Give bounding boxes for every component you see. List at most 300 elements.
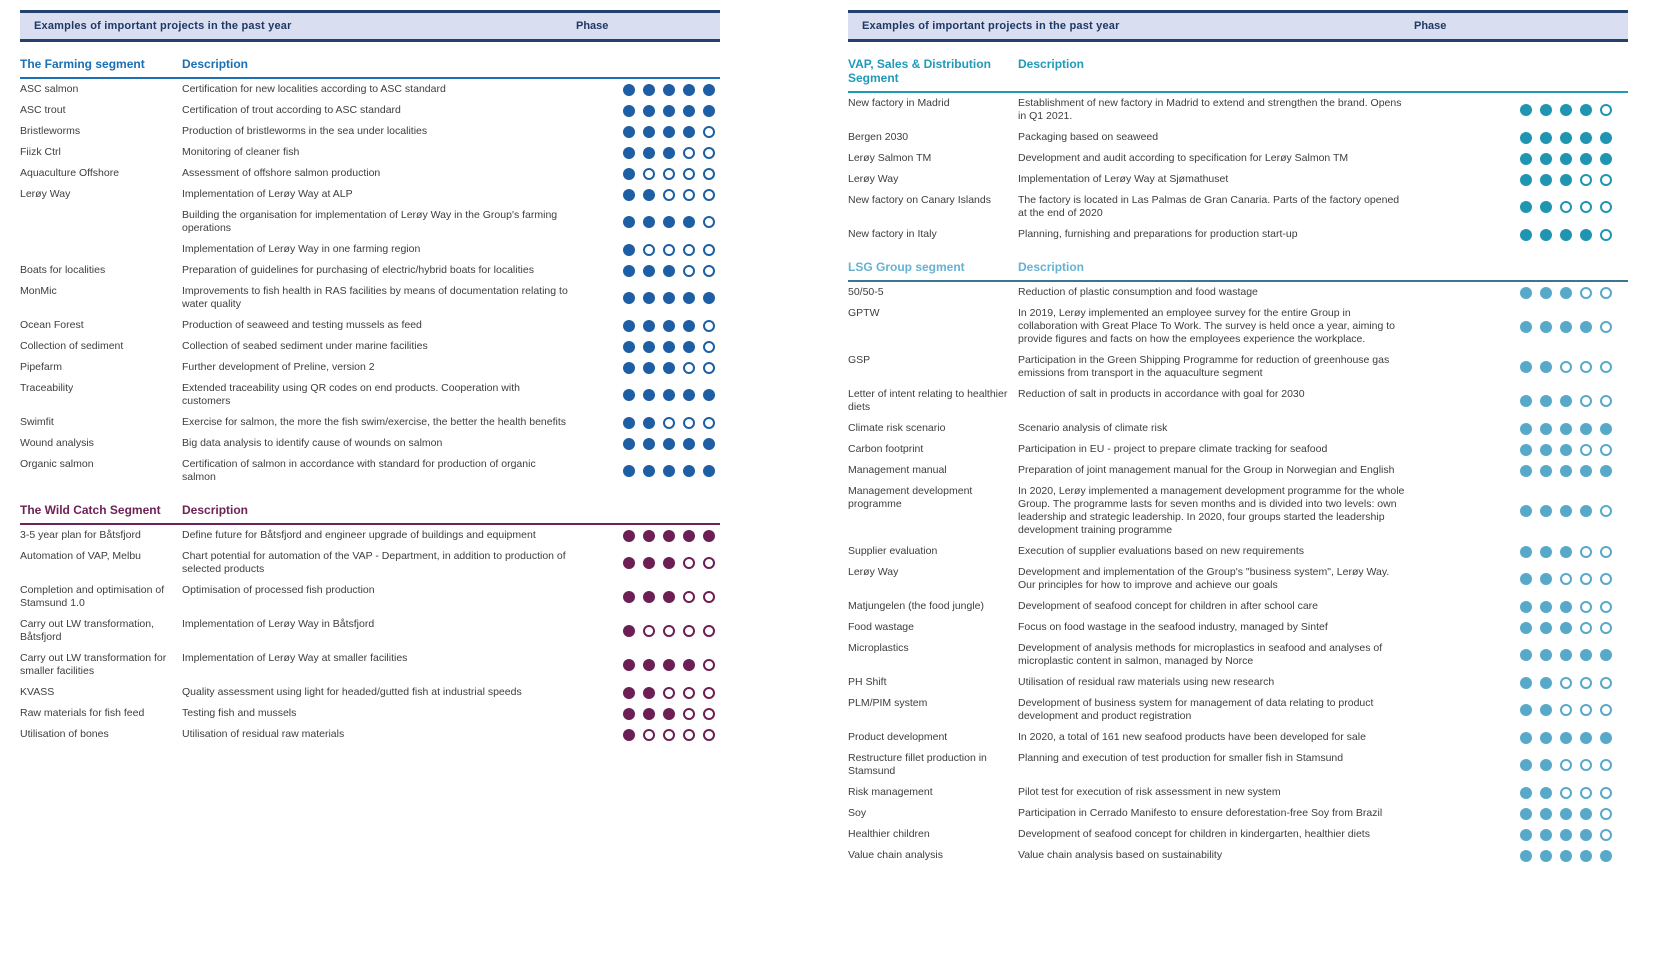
phase-dot-empty — [1600, 546, 1612, 558]
project-description-cell: Further development of Preline, version 2 — [182, 361, 375, 373]
project-row — [20, 79, 720, 100]
phase-dot-filled — [643, 659, 655, 671]
phase-dot-empty — [1600, 622, 1612, 634]
project-name-cell: Microplastics — [848, 642, 909, 654]
phase-dot-filled — [1520, 573, 1532, 585]
phase-dot-filled — [623, 341, 635, 353]
project-row — [848, 727, 1628, 748]
phase-indicator — [582, 216, 720, 228]
phase-dot-filled — [1520, 201, 1532, 213]
project-name-cell: Carbon footprint — [848, 443, 924, 455]
project-name-cell: GPTW — [848, 307, 880, 319]
phase-dot-filled — [623, 591, 635, 603]
phase-dot-filled — [663, 557, 675, 569]
description-column-label: Description — [1018, 57, 1085, 71]
phase-dot-filled — [1520, 787, 1532, 799]
phase-indicator — [582, 438, 720, 450]
phase-dot-filled — [1540, 287, 1552, 299]
project-row — [848, 303, 1628, 350]
phase-dot-filled — [623, 84, 635, 96]
phase-dot-filled — [1600, 465, 1612, 477]
project-name-cell: Food wastage — [848, 621, 914, 633]
phase-dot-filled — [1560, 546, 1572, 558]
project-row — [20, 682, 720, 703]
phase-dot-filled — [1580, 423, 1592, 435]
project-row — [848, 824, 1628, 845]
phase-dot-filled — [623, 438, 635, 450]
project-description-cell: Participation in the Green Shipping Programme for reduction of greenhouse gas emissions from transport in the aquaculture segment — [1018, 354, 1390, 379]
phase-dot-empty — [1580, 395, 1592, 407]
phase-dot-filled — [643, 292, 655, 304]
project-description-cell: Preparation of guidelines for purchasing of electric/hybrid boats for localities — [182, 264, 534, 276]
phase-dot-empty — [703, 625, 715, 637]
phase-dot-empty — [1580, 444, 1592, 456]
phase-dot-filled — [663, 320, 675, 332]
phase-dot-filled — [623, 265, 635, 277]
project-row — [20, 378, 720, 412]
project-row — [848, 672, 1628, 693]
phase-dot-filled — [1540, 601, 1552, 613]
phase-dot-filled — [1560, 808, 1572, 820]
project-row — [20, 142, 720, 163]
phase-dot-empty — [703, 687, 715, 699]
project-description-cell: Participation in Cerrado Manifesto to ensure deforestation-free Soy from Brazil — [1018, 807, 1383, 819]
phase-dot-empty — [703, 417, 715, 429]
project-description-cell: Participation in EU - project to prepare climate tracking for seafood — [1018, 443, 1328, 455]
phase-dot-filled — [663, 591, 675, 603]
phase-dot-filled — [1560, 505, 1572, 517]
phase-dot-filled — [1520, 287, 1532, 299]
phase-dot-empty — [1600, 787, 1612, 799]
project-name-cell: PH Shift — [848, 676, 887, 688]
project-name-cell: Management development programme — [848, 485, 973, 510]
phase-dot-filled — [623, 189, 635, 201]
phase-indicator — [582, 530, 720, 542]
project-description-cell: Preparation of joint management manual for the Group in Norwegian and English — [1018, 464, 1395, 476]
phase-indicator — [1423, 174, 1628, 186]
phase-indicator — [1423, 546, 1628, 558]
phase-indicator — [582, 362, 720, 374]
phase-dot-filled — [1560, 287, 1572, 299]
phase-dot-empty — [663, 244, 675, 256]
project-name-cell: Soy — [848, 807, 867, 819]
project-description-cell: Quality assessment using light for headed/gutted fish at industrial speeds — [182, 686, 522, 698]
phase-dot-filled — [1560, 829, 1572, 841]
phase-dot-filled — [663, 389, 675, 401]
phase-dot-filled — [663, 216, 675, 228]
project-name-cell: Restructure fillet production in Stamsund — [848, 752, 987, 777]
phase-dot-empty — [1600, 287, 1612, 299]
phase-dot-filled — [1520, 444, 1532, 456]
phase-dot-empty — [663, 168, 675, 180]
phase-dot-filled — [1560, 174, 1572, 186]
phase-dot-filled — [1580, 465, 1592, 477]
phase-dot-filled — [1520, 808, 1532, 820]
project-description-cell: Scenario analysis of climate risk — [1018, 422, 1168, 434]
project-name-cell: Value chain analysis — [848, 849, 943, 861]
phase-indicator — [1423, 229, 1628, 241]
project-name-cell: KVASS — [20, 686, 55, 698]
phase-dot-empty — [1580, 361, 1592, 373]
project-row — [848, 190, 1628, 224]
phase-dot-empty — [1580, 601, 1592, 613]
phase-dot-empty — [1580, 174, 1592, 186]
project-description-cell: Production of bristleworms in the sea under localities — [182, 125, 428, 137]
project-name-cell: Swimfit — [20, 416, 54, 428]
phase-dot-filled — [703, 530, 715, 542]
phase-dot-empty — [703, 126, 715, 138]
phase-dot-empty — [1600, 201, 1612, 213]
phase-dot-filled — [1560, 444, 1572, 456]
phase-dot-empty — [1600, 808, 1612, 820]
phase-dot-empty — [1600, 444, 1612, 456]
phase-dot-filled — [1520, 677, 1532, 689]
phase-dot-empty — [703, 320, 715, 332]
project-row — [848, 127, 1628, 148]
project-description-cell: Execution of supplier evaluations based on new requirements — [1018, 545, 1305, 557]
phase-indicator — [1423, 829, 1628, 841]
phase-dot-filled — [703, 465, 715, 477]
phase-dot-filled — [1540, 132, 1552, 144]
project-name-cell: Bristleworms — [20, 125, 81, 137]
phase-dot-filled — [683, 530, 695, 542]
phase-dot-empty — [683, 625, 695, 637]
phase-dot-filled — [1540, 808, 1552, 820]
phase-dot-filled — [1540, 104, 1552, 116]
phase-dot-empty — [1600, 395, 1612, 407]
project-row — [20, 163, 720, 184]
phase-dot-empty — [683, 265, 695, 277]
project-row — [20, 121, 720, 142]
project-name-cell: MonMic — [20, 285, 57, 297]
phase-indicator — [1423, 423, 1628, 435]
project-row — [20, 315, 720, 336]
project-name-cell — [20, 243, 182, 256]
phase-indicator — [582, 625, 720, 637]
project-name-cell: New factory in Italy — [848, 228, 937, 240]
project-row — [20, 724, 720, 745]
phase-dot-empty — [643, 168, 655, 180]
phase-dot-filled — [1540, 229, 1552, 241]
phase-dot-empty — [1600, 361, 1612, 373]
project-row — [20, 205, 720, 239]
phase-dot-empty — [1580, 287, 1592, 299]
phase-indicator — [1423, 132, 1628, 144]
phase-dot-empty — [1580, 573, 1592, 585]
project-row — [848, 782, 1628, 803]
project-description-cell: Value chain analysis based on sustainability — [1018, 849, 1223, 861]
phase-dot-filled — [663, 265, 675, 277]
phase-dot-empty — [1560, 759, 1572, 771]
project-description-cell: Optimisation of processed fish production — [182, 584, 375, 596]
project-description-cell: Planning and execution of test production for smaller fish in Stamsund — [1018, 752, 1344, 764]
phase-dot-empty — [703, 591, 715, 603]
phase-dot-filled — [623, 708, 635, 720]
phase-indicator — [582, 265, 720, 277]
phase-dot-filled — [643, 591, 655, 603]
phase-indicator — [1423, 153, 1628, 165]
description-column-label: Description — [1018, 260, 1085, 274]
project-row — [20, 454, 720, 488]
phase-dot-filled — [1540, 423, 1552, 435]
phase-dot-empty — [1560, 201, 1572, 213]
description-column-label: Description — [182, 57, 249, 71]
phase-indicator — [582, 189, 720, 201]
phase-dot-empty — [703, 168, 715, 180]
phase-dot-empty — [1600, 677, 1612, 689]
project-name-cell: 50/50-5 — [848, 286, 884, 298]
segment-section — [848, 257, 1628, 866]
phase-indicator — [582, 659, 720, 671]
phase-dot-empty — [703, 341, 715, 353]
phase-dot-empty — [683, 687, 695, 699]
phase-dot-filled — [1520, 153, 1532, 165]
project-row — [20, 412, 720, 433]
phase-dot-filled — [703, 389, 715, 401]
phase-dot-filled — [623, 244, 635, 256]
phase-dot-filled — [1520, 704, 1532, 716]
phase-dot-filled — [1540, 321, 1552, 333]
projects-table-right — [848, 10, 1628, 866]
phase-indicator — [582, 320, 720, 332]
phase-indicator — [582, 292, 720, 304]
phase-dot-filled — [1540, 649, 1552, 661]
phase-dot-empty — [703, 244, 715, 256]
phase-dot-filled — [1540, 465, 1552, 477]
section-title: VAP, Sales & Distribution Segment — [848, 57, 991, 85]
project-name-cell: Matjungelen (the food jungle) — [848, 600, 985, 612]
phase-dot-filled — [703, 438, 715, 450]
phase-dot-filled — [643, 530, 655, 542]
phase-dot-empty — [1560, 361, 1572, 373]
phase-dot-filled — [623, 465, 635, 477]
phase-dot-empty — [683, 557, 695, 569]
project-description-cell: Monitoring of cleaner fish — [182, 146, 300, 158]
phase-dot-filled — [1540, 677, 1552, 689]
phase-dot-filled — [1540, 546, 1552, 558]
project-description-cell: Improvements to fish health in RAS facilities by means of documentation relating to water quality — [182, 285, 568, 310]
phase-dot-filled — [1520, 759, 1532, 771]
phase-dot-empty — [663, 189, 675, 201]
phase-dot-filled — [683, 292, 695, 304]
phase-dot-filled — [1560, 423, 1572, 435]
phase-dot-filled — [1560, 132, 1572, 144]
phase-dot-empty — [1580, 787, 1592, 799]
phase-dot-filled — [643, 84, 655, 96]
project-description-cell: Reduction of plastic consumption and food wastage — [1018, 286, 1258, 298]
phase-dot-filled — [1520, 732, 1532, 744]
project-row — [20, 336, 720, 357]
phase-dot-filled — [1580, 808, 1592, 820]
project-row — [848, 350, 1628, 384]
project-description-cell: Certification of trout according to ASC standard — [182, 104, 401, 116]
phase-dot-filled — [1600, 153, 1612, 165]
phase-dot-filled — [663, 708, 675, 720]
project-name-cell: Organic salmon — [20, 458, 94, 470]
phase-dot-filled — [623, 147, 635, 159]
phase-dot-filled — [643, 465, 655, 477]
phase-dot-empty — [683, 591, 695, 603]
project-row — [20, 260, 720, 281]
phase-dot-filled — [623, 417, 635, 429]
phase-indicator — [582, 687, 720, 699]
phase-dot-filled — [1520, 546, 1532, 558]
phase-dot-filled — [663, 465, 675, 477]
phase-dot-empty — [683, 168, 695, 180]
phase-dot-empty — [1560, 677, 1572, 689]
phase-dot-filled — [703, 105, 715, 117]
project-description-cell: Reduction of salt in products in accordance with goal for 2030 — [1018, 388, 1305, 400]
phase-dot-filled — [1520, 505, 1532, 517]
project-row — [20, 100, 720, 121]
project-name-cell: Automation of VAP, Melbu — [20, 550, 142, 562]
project-name-cell: Wound analysis — [20, 437, 94, 449]
phase-dot-filled — [1600, 649, 1612, 661]
phase-dot-filled — [643, 189, 655, 201]
phase-dot-filled — [643, 557, 655, 569]
phase-dot-filled — [1600, 850, 1612, 862]
project-row — [848, 460, 1628, 481]
project-row — [848, 748, 1628, 782]
phase-dot-filled — [1580, 321, 1592, 333]
phase-indicator — [1423, 601, 1628, 613]
project-row — [848, 169, 1628, 190]
table-header — [20, 10, 720, 42]
phase-dot-empty — [643, 729, 655, 741]
project-description-cell: Development of seafood concept for children in kindergarten, healthier diets — [1018, 828, 1370, 840]
phase-dot-filled — [1560, 104, 1572, 116]
phase-dot-filled — [683, 320, 695, 332]
section-header — [20, 500, 720, 525]
project-description-cell: Development of business system for management of data relating to product development and product registration — [1018, 697, 1374, 722]
phase-dot-empty — [1600, 573, 1612, 585]
phase-dot-filled — [1520, 850, 1532, 862]
phase-indicator — [1423, 465, 1628, 477]
phase-indicator — [582, 168, 720, 180]
phase-indicator — [1423, 622, 1628, 634]
project-name-cell: Collection of sediment — [20, 340, 124, 352]
project-description-cell: Collection of seabed sediment under marine facilities — [182, 340, 428, 352]
phase-dot-filled — [643, 687, 655, 699]
project-row — [848, 384, 1628, 418]
phase-indicator — [582, 105, 720, 117]
project-description-cell: Development and implementation of the Group's "business system", Lerøy Way. Our principles for how to improve and achieve our goals — [1018, 566, 1390, 591]
phase-dot-empty — [683, 147, 695, 159]
phase-dot-empty — [683, 244, 695, 256]
phase-indicator — [1423, 850, 1628, 862]
phase-dot-filled — [1560, 395, 1572, 407]
phase-dot-empty — [1580, 704, 1592, 716]
phase-indicator — [1423, 444, 1628, 456]
phase-indicator — [1423, 704, 1628, 716]
phase-dot-filled — [663, 292, 675, 304]
phase-indicator — [1423, 759, 1628, 771]
phase-dot-filled — [683, 465, 695, 477]
phase-indicator — [582, 126, 720, 138]
phase-column-label: Phase — [576, 20, 609, 32]
phase-dot-empty — [703, 557, 715, 569]
phase-dot-filled — [1520, 829, 1532, 841]
project-description-cell: Focus on food wastage in the seafood industry, managed by Sintef — [1018, 621, 1328, 633]
phase-dot-filled — [643, 362, 655, 374]
phase-indicator — [582, 591, 720, 603]
phase-indicator — [1423, 505, 1628, 517]
phase-dot-filled — [623, 389, 635, 401]
phase-dot-empty — [1560, 573, 1572, 585]
phase-dot-filled — [1520, 229, 1532, 241]
phase-dot-filled — [663, 341, 675, 353]
phase-dot-filled — [623, 126, 635, 138]
phase-dot-filled — [1540, 622, 1552, 634]
phase-dot-filled — [663, 659, 675, 671]
phase-dot-filled — [1540, 153, 1552, 165]
phase-indicator — [1423, 732, 1628, 744]
phase-dot-empty — [683, 189, 695, 201]
phase-indicator — [582, 389, 720, 401]
phase-dot-filled — [1560, 601, 1572, 613]
phase-dot-filled — [643, 417, 655, 429]
project-name-cell: ASC salmon — [20, 83, 79, 95]
phase-dot-filled — [663, 147, 675, 159]
phase-dot-filled — [1520, 601, 1532, 613]
phase-dot-filled — [1540, 759, 1552, 771]
phase-dot-filled — [623, 292, 635, 304]
project-row — [20, 433, 720, 454]
phase-dot-filled — [643, 105, 655, 117]
project-row — [20, 525, 720, 546]
project-row — [848, 481, 1628, 541]
phase-indicator — [582, 417, 720, 429]
project-description-cell: Certification of salmon in accordance with standard for production of organic salmon — [182, 458, 536, 483]
phase-dot-filled — [1540, 573, 1552, 585]
project-row — [848, 596, 1628, 617]
phase-dot-empty — [1600, 601, 1612, 613]
table-header — [848, 10, 1628, 42]
project-name-cell: Raw materials for fish feed — [20, 707, 145, 719]
project-description-cell: Development of analysis methods for microplastics in seafood and analyses of microplastic content in salmon, managed by Norce — [1018, 642, 1383, 667]
table-title: Examples of important projects in the past year — [34, 20, 292, 32]
phase-dot-empty — [1600, 321, 1612, 333]
project-name-cell — [20, 209, 182, 235]
project-name-cell: Climate risk scenario — [848, 422, 946, 434]
phase-dot-filled — [623, 168, 635, 180]
phase-dot-filled — [663, 84, 675, 96]
phase-dot-filled — [1520, 622, 1532, 634]
phase-dot-filled — [1560, 732, 1572, 744]
phase-dot-filled — [623, 530, 635, 542]
project-name-cell: Lerøy Way — [20, 188, 71, 200]
phase-dot-empty — [643, 244, 655, 256]
project-row — [20, 357, 720, 378]
phase-dot-filled — [623, 557, 635, 569]
phase-dot-empty — [643, 625, 655, 637]
phase-dot-filled — [1540, 732, 1552, 744]
project-row — [20, 580, 720, 614]
phase-dot-filled — [623, 320, 635, 332]
phase-dot-empty — [1580, 201, 1592, 213]
project-name-cell: Traceability — [20, 382, 74, 394]
section-header — [20, 54, 720, 79]
phase-indicator — [1423, 573, 1628, 585]
phase-indicator — [1423, 808, 1628, 820]
project-description-cell: Implementation of Lerøy Way at smaller facilities — [182, 652, 408, 664]
phase-dot-empty — [683, 362, 695, 374]
project-description-cell: The factory is located in Las Palmas de Gran Canaria. Parts of the factory opened at the end of 2020 — [1018, 194, 1400, 219]
phase-dot-filled — [683, 126, 695, 138]
phase-dot-filled — [683, 105, 695, 117]
phase-dot-filled — [663, 530, 675, 542]
project-description-cell: Certification for new localities according to ASC standard — [182, 83, 446, 95]
